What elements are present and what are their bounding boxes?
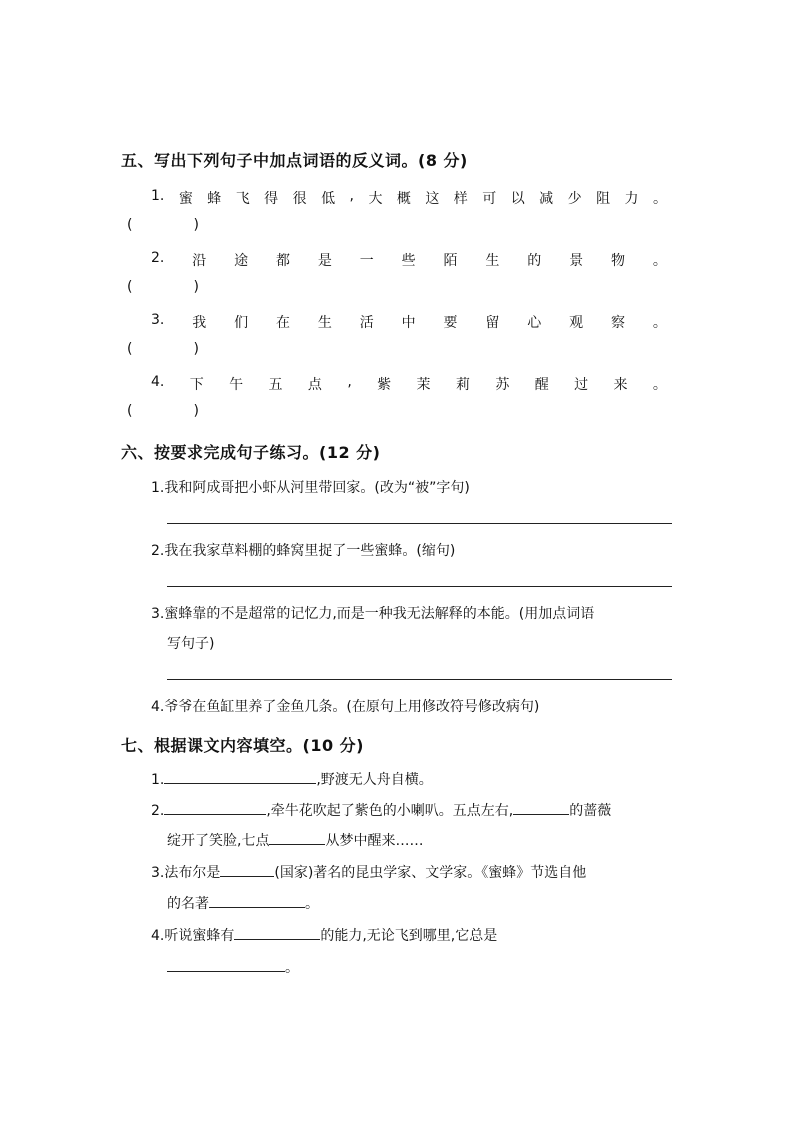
s5-item-char: 些	[401, 253, 416, 269]
paren-close: )	[193, 341, 199, 357]
s5-item-char: 飞	[235, 191, 250, 207]
s5-item-char: 的	[527, 253, 542, 269]
s5-item-char: 一	[359, 253, 374, 269]
s5-item-char: 心	[527, 315, 542, 331]
s7-q1	[151, 769, 433, 789]
s5-item-char: 低	[321, 191, 336, 207]
s5-item-char: 我	[192, 315, 207, 331]
s7-q3-num: 3.	[151, 865, 165, 881]
s5-item-char: 蜜	[178, 191, 193, 207]
s5-item-char: 生	[317, 315, 332, 331]
s7-q1-blank[interactable]	[164, 769, 316, 784]
s5-item-char: 途	[234, 253, 249, 269]
s7-q4-num: 4.	[151, 928, 165, 944]
s5-answer-paren-4[interactable]	[127, 403, 199, 419]
s7-q4-line2	[167, 957, 299, 977]
s7-q2-blank-2[interactable]	[513, 800, 569, 815]
paren-open: (	[127, 217, 133, 233]
s5-item-char: 这	[425, 191, 440, 207]
s5-item-char: 样	[453, 191, 468, 207]
s7-q2-line2a: 绽开了笑脸,七点	[167, 833, 270, 849]
s7-q4-a: 听说蜜蜂有	[164, 928, 235, 944]
s7-q3-line2b: 。	[305, 896, 319, 912]
s5-item-char: 以	[510, 191, 525, 207]
s5-item-1	[151, 188, 667, 208]
s5-item-char: 都	[275, 253, 290, 269]
s7-q2-line2b: 从梦中醒来……	[325, 833, 424, 849]
s7-q2-blank-3[interactable]	[269, 830, 325, 845]
s5-item-char: 在	[275, 315, 290, 331]
s7-q3-line1	[151, 862, 586, 882]
paren-open: (	[127, 279, 133, 295]
s7-q3-b: (国家)著名的昆虫学家、文学家。《蜜蜂》节选自他	[274, 865, 587, 881]
s5-item-num: 4.	[151, 374, 165, 390]
s7-q4-blank-2[interactable]	[167, 957, 285, 972]
section7-title: 七、根据课文内容填空。(10 分)	[121, 736, 364, 755]
s7-q3-blank-2[interactable]	[209, 893, 305, 908]
s5-item-char: 苏	[495, 377, 510, 393]
s7-q3-line2a: 的名著	[167, 896, 209, 912]
s6-item-4: 4.爷爷在鱼缸里养了金鱼几条。(在原句上用修改符号修改病句)	[151, 699, 540, 715]
s5-item-char: 减	[539, 191, 554, 207]
s5-item-3	[151, 312, 667, 332]
s5-item-char: 。	[652, 315, 667, 331]
paren-open: (	[127, 403, 133, 419]
s5-item-char: 概	[396, 191, 411, 207]
s6-answer-line-2[interactable]	[167, 586, 672, 587]
s5-item-char: 大	[368, 191, 383, 207]
s7-q2-num: 2.	[151, 803, 165, 819]
s5-item-num: 2.	[151, 250, 165, 266]
s5-item-char: 要	[443, 315, 458, 331]
s5-answer-paren-3[interactable]	[127, 341, 199, 357]
s7-q2-blank-1[interactable]	[164, 800, 266, 815]
s5-item-char: 景	[569, 253, 584, 269]
s7-q3-line2	[167, 893, 319, 913]
s5-item-char: 莉	[455, 377, 470, 393]
s5-item-char: 很	[292, 191, 307, 207]
s5-item-char: 来	[613, 377, 628, 393]
s5-item-char: 得	[264, 191, 279, 207]
s7-q4-blank-1[interactable]	[234, 925, 320, 940]
section5-title: 五、写出下列句子中加点词语的反义词。(8 分)	[121, 151, 468, 170]
s7-q1-after: ,野渡无人舟自横。	[316, 772, 433, 788]
s5-answer-paren-1[interactable]	[127, 217, 199, 233]
s6-item-3-cont: 写句子)	[167, 636, 215, 652]
s5-item-char: 生	[485, 253, 500, 269]
s5-item-char: 察	[610, 315, 625, 331]
s7-q2-line2	[167, 830, 423, 850]
s5-item-char: ,	[349, 188, 354, 204]
s6-item-3: 3.蜜蜂靠的不是超常的记忆力,而是一种我无法解释的本能。(用加点词语	[151, 606, 595, 622]
paren-close: )	[193, 217, 199, 233]
s7-q2-a: ,牵牛花吹起了紫色的小喇叭。五点左右,	[266, 803, 514, 819]
s7-q4-b: 的能力,无论飞到哪里,它总是	[320, 928, 498, 944]
paren-close: )	[193, 403, 199, 419]
s6-answer-line-1[interactable]	[167, 523, 672, 524]
s5-item-char: 沿	[192, 253, 207, 269]
s5-item-char: 蜂	[207, 191, 222, 207]
s5-item-char: 。	[652, 377, 667, 393]
s7-q4-line2b: 。	[285, 960, 299, 976]
s5-answer-paren-2[interactable]	[127, 279, 199, 295]
s5-item-char: 过	[574, 377, 589, 393]
s5-item-2	[151, 250, 667, 270]
s5-item-char: 紫	[377, 377, 392, 393]
s7-q1-num: 1.	[151, 772, 165, 788]
s5-item-char: 午	[229, 377, 244, 393]
s6-item-2: 2.我在我家草料棚的蜂窝里捉了一些蜜蜂。(缩句)	[151, 543, 456, 559]
s5-item-char: 中	[401, 315, 416, 331]
s7-q2-line1	[151, 800, 611, 820]
section6-title: 六、按要求完成句子练习。(12 分)	[121, 443, 381, 462]
s6-answer-line-3[interactable]	[167, 679, 672, 680]
s5-item-char: 五	[268, 377, 283, 393]
s5-item-char: 。	[652, 191, 667, 207]
s5-item-char: 陌	[443, 253, 458, 269]
s5-item-char: 们	[234, 315, 249, 331]
s5-item-char: 。	[652, 253, 667, 269]
s5-item-char: 留	[485, 315, 500, 331]
s5-item-num: 3.	[151, 312, 165, 328]
s5-item-char: 醒	[534, 377, 549, 393]
s6-item-1: 1.我和阿成哥把小虾从河里带回家。(改为“被”字句)	[151, 480, 470, 496]
s7-q4-line1	[151, 925, 497, 945]
s5-item-char: 活	[359, 315, 374, 331]
s5-item-char: 力	[624, 191, 639, 207]
s7-q3-a: 法布尔是	[164, 865, 221, 881]
s5-item-char: 物	[610, 253, 625, 269]
s7-q2-b: 的蔷薇	[569, 803, 612, 819]
s7-q3-blank-1[interactable]	[220, 862, 274, 877]
s5-item-char: 点	[307, 377, 322, 393]
s5-item-char: 观	[569, 315, 584, 331]
s5-item-char: 茉	[416, 377, 431, 393]
paren-open: (	[127, 341, 133, 357]
paren-close: )	[193, 279, 199, 295]
s5-item-char: 阻	[596, 191, 611, 207]
s5-item-char: 是	[317, 253, 332, 269]
s5-item-4	[151, 374, 667, 394]
s5-item-num: 1.	[151, 188, 165, 204]
s5-item-char: 下	[189, 377, 204, 393]
s5-item-char: 可	[482, 191, 497, 207]
s5-item-char: ,	[347, 374, 352, 390]
s5-item-char: 少	[567, 191, 582, 207]
